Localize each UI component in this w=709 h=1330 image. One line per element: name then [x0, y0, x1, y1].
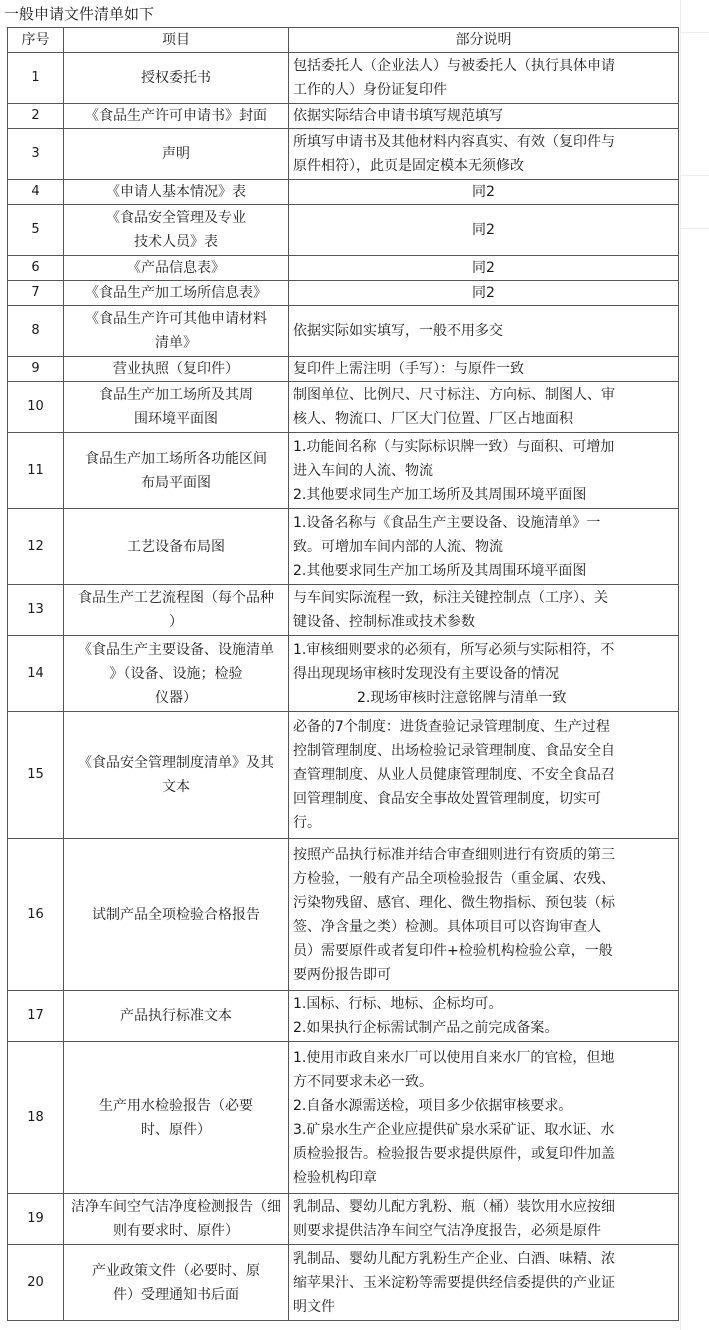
row-item: 产业政策文件（必要时、原 件）受理通知书后面	[64, 1245, 289, 1321]
header-description: 部分说明	[289, 28, 679, 53]
description-line: 乳制品、婴幼儿配方乳粉生产企业、白酒、味精、浓	[293, 1250, 615, 1267]
row-item: 食品生产加工场所各功能区间 布局平面图	[64, 433, 289, 509]
row-description	[289, 205, 679, 256]
row-description	[289, 509, 679, 585]
description-line: 2.其他要求同生产加工场所及其周围环境平面图	[293, 486, 587, 503]
description-line: 污染物残留、感官、理化、微生物指标、预包装（标	[293, 894, 615, 911]
table-row	[8, 281, 679, 306]
table-row	[8, 256, 679, 281]
row-number: 7	[8, 281, 64, 306]
description-line: 1.功能间名称（与实际标识牌一致）与面积、可增加	[293, 438, 615, 455]
table-row	[8, 712, 679, 839]
table-row	[8, 839, 679, 991]
row-number: 17	[8, 991, 64, 1042]
row-description	[289, 357, 679, 382]
row-number: 20	[8, 1245, 64, 1321]
row-item: 食品生产工艺流程图（每个品种 ）	[64, 585, 289, 636]
description-line: 核人、物流口、厂区大门位置、厂区占地面积	[293, 411, 573, 427]
table-row	[8, 205, 679, 256]
description-line: 原件相符），此页是固定模本无须修改	[293, 158, 524, 174]
description-line: 2.如果执行企标需试制产品之前完成备案。	[293, 1020, 559, 1036]
table-row	[8, 53, 679, 104]
row-description	[289, 104, 679, 129]
description-line: 1.国标、行标、地标、企标均可。	[293, 996, 503, 1012]
table-row	[8, 357, 679, 382]
row-description	[289, 382, 679, 433]
table-row	[8, 585, 679, 636]
row-description	[289, 129, 679, 180]
row-item: 《食品生产加工场所信息表》	[64, 281, 289, 306]
edge-line	[681, 228, 709, 229]
table-row	[8, 1042, 679, 1194]
row-number: 11	[8, 433, 64, 509]
row-item: 《食品生产许可其他申请材料 清单》	[64, 306, 289, 357]
table-row	[8, 636, 679, 712]
description-line: 控制管理制度、出场检验记录管理制度、食品安全自	[293, 743, 615, 759]
description-line: 按照产品执行标准并结合审查细则进行有资质的第三	[293, 846, 615, 863]
row-number: 13	[8, 585, 64, 636]
application-documents-table	[7, 27, 679, 1321]
row-description	[289, 281, 679, 306]
description-line: 工作的人）身份证复印件	[293, 82, 447, 98]
row-item: 产品执行标准文本	[64, 991, 289, 1042]
description-line: 1.审核细则要求的必须有，所写必须与实际相符，不	[293, 641, 615, 658]
description-line: 进入车间的人流、物流	[293, 462, 433, 479]
row-item: 声明	[64, 129, 289, 180]
row-item: 洁净车间空气洁净度检测报告（细 则有要求时、原件）	[64, 1194, 289, 1245]
description-line: 1.使用市政自来水厂可以使用自来水厂的官检，但地	[293, 1049, 615, 1066]
row-number: 12	[8, 509, 64, 585]
row-description	[289, 1194, 679, 1245]
description-line: 员）需要原件或者复印件+检验机构检验公章，一般	[293, 942, 613, 959]
description-line: 1.设备名称与《食品生产主要设备、设施清单》一	[293, 514, 601, 531]
table-row	[8, 180, 679, 205]
description-line: 得出现现场审核时发现没有主要设备的情况	[293, 665, 559, 682]
row-item: 《食品安全管理及专业 技术人员》表	[64, 205, 289, 256]
row-description	[289, 636, 679, 712]
description-line: 所填写申请书及其他材料内容真实、有效（复印件与	[293, 134, 615, 150]
description-line: 2.其他要求同生产加工场所及其周围环境平面图	[293, 562, 587, 579]
row-item: 《产品信息表》	[64, 256, 289, 281]
row-description	[289, 585, 679, 636]
row-description	[289, 1245, 679, 1321]
row-description	[289, 256, 679, 281]
description-line: 包括委托人（企业法人）与被委托人（执行具体申请	[293, 58, 615, 74]
table-row	[8, 509, 679, 585]
row-number: 9	[8, 357, 64, 382]
description-line: 要两份报告即可	[293, 966, 391, 983]
window-edge	[680, 0, 709, 1330]
table-row	[8, 129, 679, 180]
row-item: 食品生产加工场所及其周 围环境平面图	[64, 382, 289, 433]
description-line: 方检验，一般有产品全项检验报告（重金属、农残、	[293, 870, 615, 887]
row-description	[289, 306, 679, 357]
table-row	[8, 1245, 679, 1321]
row-number: 10	[8, 382, 64, 433]
description-line: 同2	[472, 222, 495, 238]
edge-line	[681, 32, 709, 33]
row-description	[289, 712, 679, 839]
description-line: 依据实际结合申请书填写规范填写	[293, 108, 503, 124]
row-number: 5	[8, 205, 64, 256]
description-line: 2.现场审核时注意铭牌与清单一致	[357, 689, 567, 706]
row-number: 1	[8, 53, 64, 104]
table-row	[8, 1194, 679, 1245]
row-number: 19	[8, 1194, 64, 1245]
row-number: 4	[8, 180, 64, 205]
description-line: 必备的7个制度：进货查验记录管理制度、生产过程	[293, 719, 610, 735]
table-row	[8, 306, 679, 357]
description-line: 方不同要求未必一致。	[293, 1073, 433, 1090]
description-line: 制图单位、比例尺、尺寸标注、方向标、制图人、审	[293, 387, 615, 403]
description-line: 致。可增加车间内部的人流、物流	[293, 538, 503, 555]
description-line: 则要求提供洁净车间空气洁净度报告，必须是原件	[293, 1223, 601, 1239]
table-row	[8, 991, 679, 1042]
row-item: 《食品安全管理制度清单》及其 文本	[64, 712, 289, 839]
description-line: 同2	[472, 184, 495, 200]
row-item: 《食品生产许可申请书》封面	[64, 104, 289, 129]
row-description	[289, 839, 679, 991]
table-row	[8, 104, 679, 129]
description-line: 检验机构印章	[293, 1169, 377, 1186]
edge-line	[681, 175, 709, 176]
header-no: 序号	[8, 28, 64, 53]
row-description	[289, 53, 679, 104]
description-line: 同2	[472, 260, 495, 276]
description-line: 键设备、控制标准或技术参数	[293, 614, 475, 630]
description-line: 复印件上需注明（手写）：与原件一致	[293, 361, 524, 377]
row-item: 《申请人基本情况》表	[64, 180, 289, 205]
description-line: 缩苹果汁、玉米淀粉等需要提供经信委提供的产业证	[293, 1274, 615, 1291]
description-line: 查管理制度、从业人员健康管理制度、不安全食品召	[293, 767, 615, 783]
description-line: 依据实际如实填写，一般不用多交	[293, 323, 503, 339]
description-line: 同2	[472, 285, 495, 301]
row-description	[289, 433, 679, 509]
description-line: 2.自备水源需送检，项目多少依据审核要求。	[293, 1097, 573, 1114]
row-item: 试制产品全项检验合格报告	[64, 839, 289, 991]
description-line: 3.矿泉水生产企业应提供矿泉水采矿证、取水证、水	[293, 1121, 615, 1138]
row-description	[289, 991, 679, 1042]
row-number: 3	[8, 129, 64, 180]
table-row	[8, 382, 679, 433]
row-item: 生产用水检验报告（必要 时、原件）	[64, 1042, 289, 1194]
description-line: 回管理制度、食品安全事故处置管理制度，切实可	[293, 791, 601, 807]
description-line: 乳制品、婴幼儿配方乳粉、瓶（桶）装饮用水应按细	[293, 1199, 615, 1215]
row-item: 授权委托书	[64, 53, 289, 104]
row-number: 18	[8, 1042, 64, 1194]
description-line: 行。	[293, 815, 321, 831]
row-number: 15	[8, 712, 64, 839]
row-number: 6	[8, 256, 64, 281]
description-line: 明文件	[293, 1298, 335, 1315]
row-description	[289, 180, 679, 205]
header-item: 项目	[64, 28, 289, 53]
row-description	[289, 1042, 679, 1194]
row-number: 14	[8, 636, 64, 712]
row-item: 工艺设备布局图	[64, 509, 289, 585]
row-number: 8	[8, 306, 64, 357]
description-line: 签、净含量之类）检测。具体项目可以咨询审查人	[293, 918, 601, 935]
row-number: 2	[8, 104, 64, 129]
table-header-row	[8, 28, 679, 53]
table-row	[8, 433, 679, 509]
row-item: 营业执照（复印件）	[64, 357, 289, 382]
row-number: 16	[8, 839, 64, 991]
description-line: 与车间实际流程一致，标注关键控制点（工序）、关	[293, 590, 608, 606]
description-line: 质检验报告。检验报告要求提供原件，或复印件加盖	[293, 1145, 615, 1162]
row-item: 《食品生产主要设备、设施清单 》（设备、设施；检验 仪器）	[64, 636, 289, 712]
list-caption: 一般申请文件清单如下	[4, 5, 155, 23]
